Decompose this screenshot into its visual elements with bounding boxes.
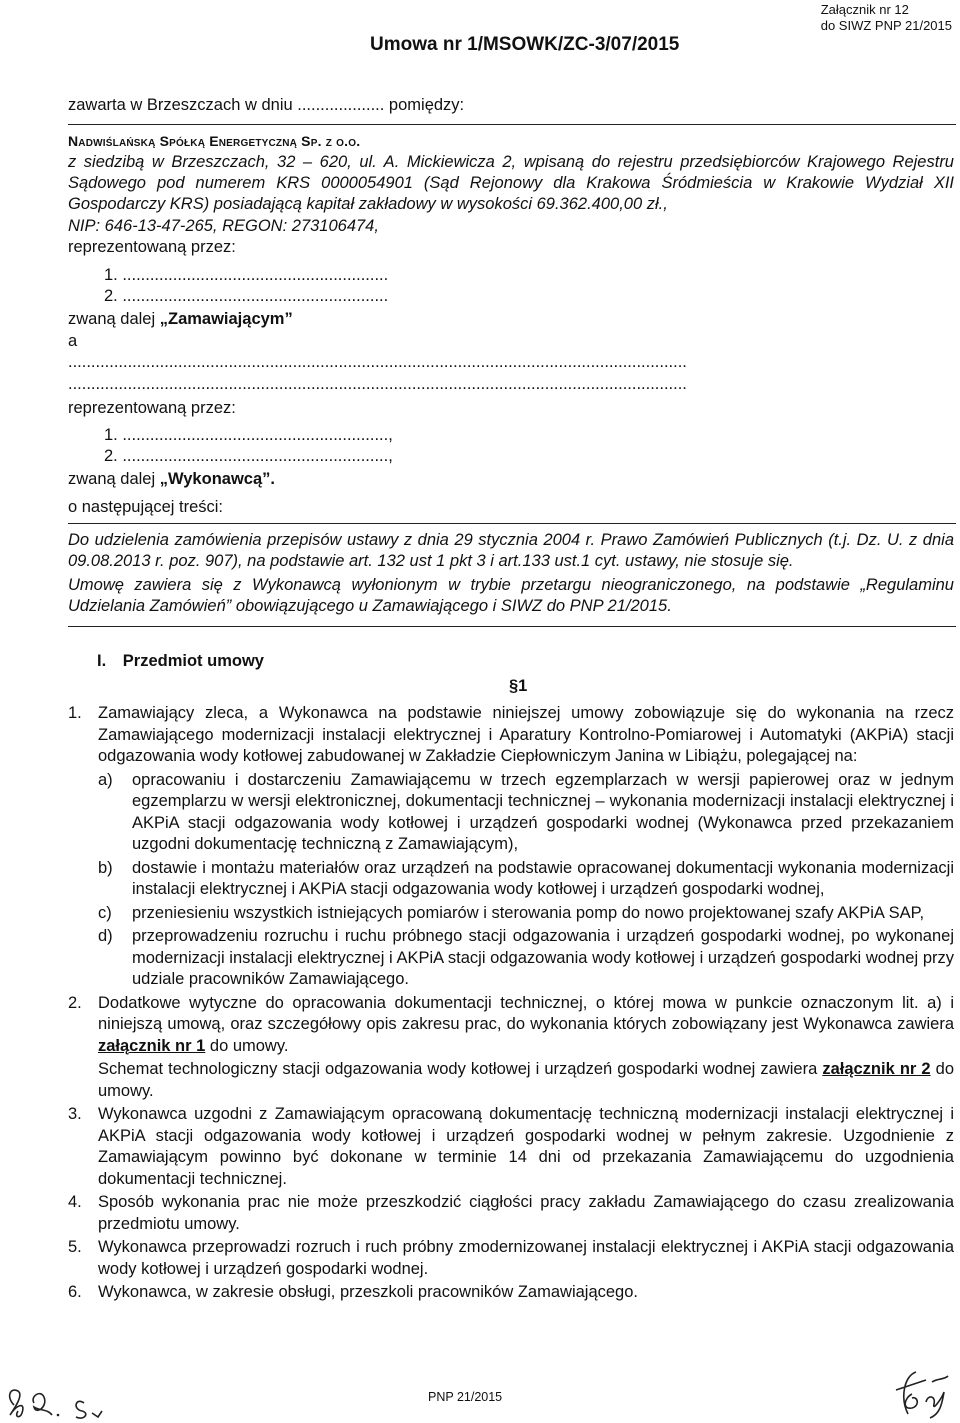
represented-by-label-2: reprezentowaną przez: [68,399,236,417]
footer-code: PNP 21/2015 [428,1390,503,1404]
item-text: Wykonawca, w zakresie obsługi, przeszkoli pracowników Zamawiającego. [98,1283,638,1301]
divider-middle [68,523,956,524]
following-content-label: o następującej treści: [68,498,224,516]
item-text-part: do umowy. [98,1060,954,1100]
representative-2-1: 1. .........................................................., [104,426,393,444]
sub-item-text: opracowaniu i dostarczeniu Zamawiającemu w trzech egzemplarzach w wersji papierowej oraz w jednym egzemplarzu w wersji elektronicznej, dokumentacji technicznej – wykonania modernizacji instalacji elektrycznej i AKPiA stacji odgazowania wody kotłowej i urządzeń gospodarki wodnej (Wykonawca przed przekazaniem uzgodni dokumentację techniczną z Zamawiającym), [132,770,954,853]
called-name-1: „Zamawiającym” [159,310,293,328]
party-2-label [68,469,275,490]
legal-basis-paragraph: Do udzielenia zamówienia przepisów ustawy z dnia 29 stycznia 2004 r. Prawo Zamówień Publicznych (t.j. Dz. U. z dnia 09.08.2013 r. poz. 907), na podstawie art. 132 ust 1 pkt 3 i art.133 ust.1 cyt. ustawy, nie stosuje się. [68,531,954,570]
conjunction-a: a [68,332,78,350]
item-number: 2. [68,993,82,1012]
sub-item [98,770,954,856]
item-text-part: Schemat technologiczny stacji odgazowania wody kotłowej i urządzeń gospodarki wodnej zawiera [98,1060,823,1078]
representative-1-1: 1. .......................................................... [104,266,389,284]
sub-item-letter: a) [98,770,113,789]
item-text: Wykonawca przeprowadzi rozruch i ruch próbny zmodernizowanej instalacji elektrycznej i AKPiA stacji odgazowania wody kotłowej i urządzeń gospodarki wodnej. [98,1238,954,1278]
sub-item [98,903,954,925]
called-prefix-2: zwaną dalej [68,470,160,488]
list-item [68,1104,954,1190]
sub-item-letter: d) [98,927,113,945]
item-text: Zamawiający zleca, a Wykonawca na podstawie niniejszej umowy zobowiązuje się do wykonania na rzecz Zamawiającego modernizacji instalacji elektrycznej i Aparatury Kontrolno-Pomiarowej i Automatyki (AKPiA) stacji odgazowania wody kotłowej zabudowanej w Zakładzie Ciepłowniczym Janina w Libiążu, polegającej na: [98,704,954,765]
concluded-line: zawarta w Brzeszczach w dniu ................... pomiędzy: [68,96,465,114]
item-number: 4. [68,1193,82,1211]
contractor-dots-line-2: ....................................................................................................................................... [68,375,687,393]
attachment-1-reference: załącznik nr 1 [98,1036,206,1055]
attachment-label [821,2,952,34]
contract-title: Umowa nr 1/MSOWK/ZC-3/07/2015 [370,34,680,55]
item-text [98,993,954,1103]
section-heading [97,651,264,672]
item-text: Sposób wykonania prac nie może przeszkodzić ciągłości pracy zakładu Zamawiającego do czasu zrealizowania przedmiotu umowy. [98,1193,954,1233]
list-item [68,703,954,768]
item-number: 3. [68,1105,82,1123]
sub-item [98,858,954,901]
sub-item-text: przeniesieniu wszystkich istniejących pomiarów i sterowania pomp do nowo projektowanej szafy AKPiA SAP, [132,903,925,922]
divider-bottom [68,626,956,627]
divider-top [68,124,956,125]
contractor-dots-line-1: ....................................................................................................................................... [68,353,687,371]
item-number: 5. [68,1238,82,1256]
representative-1-2: 2. .......................................................... [104,287,389,305]
sub-item-letter: c) [98,903,112,922]
company-details: z siedzibą w Brzeszczach, 32 – 620, ul. A. Mickiewicza 2, wpisaną do rejestru przedsiębiorców Krajowego Rejestru Sądowego pod numerem KRS 0000054901 (Sąd Rejonowy dla Krakowa Śródmieścia w Krakowie Wydział XII Gospodarczy KRS) posiadającą kapitał zakładowy w wysokości 69.362.400,00 zł., [68,153,954,213]
item-text-part: do umowy. [205,1036,289,1055]
section-title: Przedmiot umowy [122,652,264,670]
item-number: 6. [68,1283,82,1301]
item-text-part: Uzgodnienie z Zamawiającym powinno być dokonane w terminie 14 dni od przekazania Zamawiającemu do uzgodnienia dokumentacji technicznej. [98,1126,954,1188]
paragraph-marker: §1 [509,677,528,695]
list-item [68,1192,954,1235]
company-name: Nadwiślańską Spółką Energetyczną Sp. z o.o. [68,133,361,149]
item-text-part: Dodatkowe wytyczne do opracowania dokumentacji technicznej, o której mowa w punkcie oznaczonym lit. a) i niniejszą umową, oraz szczegółowy opis zakresu prac, do wykonania których zobowiązany jest Wykonawca zawiera [98,993,954,1033]
party-1-label [68,309,293,330]
signature-initials-right [886,1368,956,1420]
item-number: 1. [68,704,82,722]
represented-by-label-1: reprezentowaną przez: [68,238,236,256]
tender-mode-paragraph: Umowę zawiera się z Wykonawcą wyłonionym w trybie przetargu nieograniczonego, na podstawie „Regulaminu Udzielania Zamówień” obowiązującego u Zamawiającego i SIWZ do PNP 21/2015. [68,576,954,615]
siwz-reference: do SIWZ PNP 21/2015 [820,18,952,33]
called-name-2: „Wykonawcą”. [159,470,275,488]
item-text [98,1104,954,1190]
sub-item-letter: b) [98,858,113,877]
item-text-part: Wykonawca uzgodni z Zamawiającym opracowaną dokumentację techniczną modernizacji instalacji elektrycznej i AKPiA stacji odgazowania wody kotłowej i urządzeń gospodarki wodnej w pełnym zakresie. [98,1105,954,1145]
sub-item-text: dostawie i montażu materiałów oraz urządzeń na podstawie opracowanej dokumentacji wykonania modernizacji instalacji elektrycznej i AKPiA stacji odgazowania wody kotłowej i urządzeń gospodarki wodnej, [132,858,954,898]
sub-item [98,926,954,991]
section-roman: I. [97,652,107,670]
company-nip: NIP: 646-13-47-265, REGON: 273106474, [68,217,379,235]
representative-2-2: 2. .........................................................., [104,447,393,465]
attachment-number: Załącznik nr 12 [820,2,909,17]
obligations-list [68,703,954,1306]
attachment-2-reference: załącznik nr 2 [822,1060,931,1078]
list-item [68,993,954,1103]
sub-item-text: przeprowadzeniu rozruchu i ruchu próbnego stacji odgazowania i urządzeń gospodarki wodnej, po wykonanej modernizacji instalacji elektrycznej i AKPiA stacji odgazowania wody kotłowej i urządzeń gospodarki wodnej przy udziale pracowników Zamawiającego. [132,927,954,988]
list-item [68,1237,954,1280]
list-item [68,1282,954,1304]
signature-initials-left [0,1375,120,1423]
called-prefix-1: zwaną dalej [68,310,160,328]
